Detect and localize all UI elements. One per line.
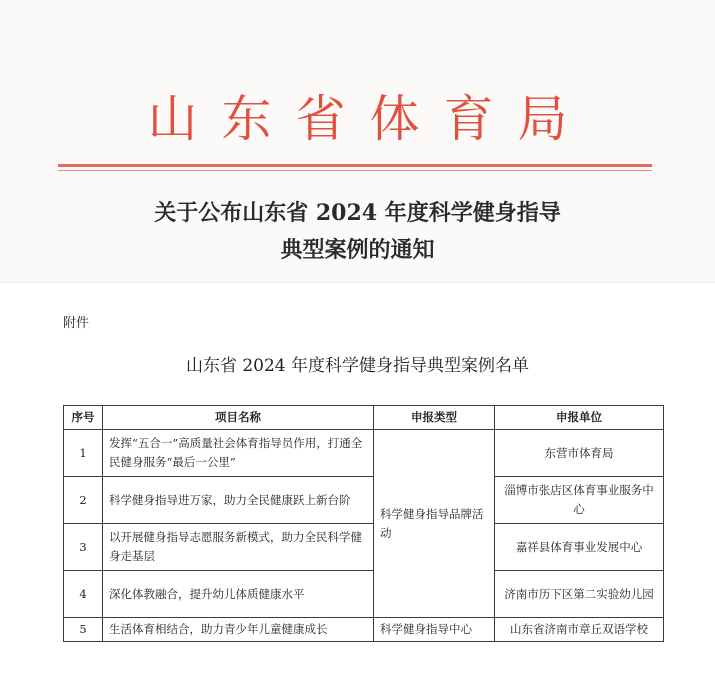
org-title: 山东省体育局 xyxy=(147,90,592,148)
report-unit: 济南市历下区第二实验幼儿园 xyxy=(495,571,664,618)
table-row xyxy=(64,477,664,524)
project-name: 科学健身指导进万家，助力全民健康跃上新台阶 xyxy=(103,477,374,524)
case-table xyxy=(63,405,664,642)
letterhead xyxy=(0,0,715,282)
project-name: 发挥“五合一”高质量社会体育指导员作用，打通全民健身服务“最后一公里” xyxy=(103,430,374,477)
page-seam xyxy=(0,282,715,283)
header-unit: 申报单位 xyxy=(495,406,664,430)
header-project: 项目名称 xyxy=(103,406,374,430)
project-name: 深化体教融合，提升幼儿体质健康水平 xyxy=(103,571,374,618)
project-name: 以开展健身指导志愿服务新模式，助力全民科学健身走基层 xyxy=(103,524,374,571)
red-rule-thin xyxy=(58,170,652,171)
notice-title-line2: 典型案例的通知 xyxy=(280,237,435,263)
table-row xyxy=(64,571,664,618)
report-type: 科学健身指导中心 xyxy=(374,618,495,642)
report-type-merged: 科学健身指导品牌活动 xyxy=(374,430,495,618)
red-rule-thick xyxy=(58,164,652,167)
table-row xyxy=(64,430,664,477)
row-number: 3 xyxy=(64,524,103,571)
project-name: 生活体育相结合，助力青少年儿童健康成长 xyxy=(103,618,374,642)
notice-title-line1: 关于公布山东省 2024 年度科学健身指导 xyxy=(154,200,561,226)
attachment-label: 附件 xyxy=(63,316,90,331)
header-no: 序号 xyxy=(64,406,103,430)
row-number: 5 xyxy=(64,618,103,642)
header-type: 申报类型 xyxy=(374,406,495,430)
table-row xyxy=(64,524,664,571)
row-number: 2 xyxy=(64,477,103,524)
row-number: 1 xyxy=(64,430,103,477)
row-number: 4 xyxy=(64,571,103,618)
report-unit: 淄博市张店区体育事业服务中心 xyxy=(495,477,664,524)
table-header-row xyxy=(64,406,664,430)
list-title: 山东省 2024 年度科学健身指导典型案例名单 xyxy=(185,356,530,376)
table-row xyxy=(64,618,664,642)
report-unit: 嘉祥县体育事业发展中心 xyxy=(495,524,664,571)
report-unit: 东营市体育局 xyxy=(495,430,664,477)
report-unit: 山东省济南市章丘双语学校 xyxy=(495,618,664,642)
